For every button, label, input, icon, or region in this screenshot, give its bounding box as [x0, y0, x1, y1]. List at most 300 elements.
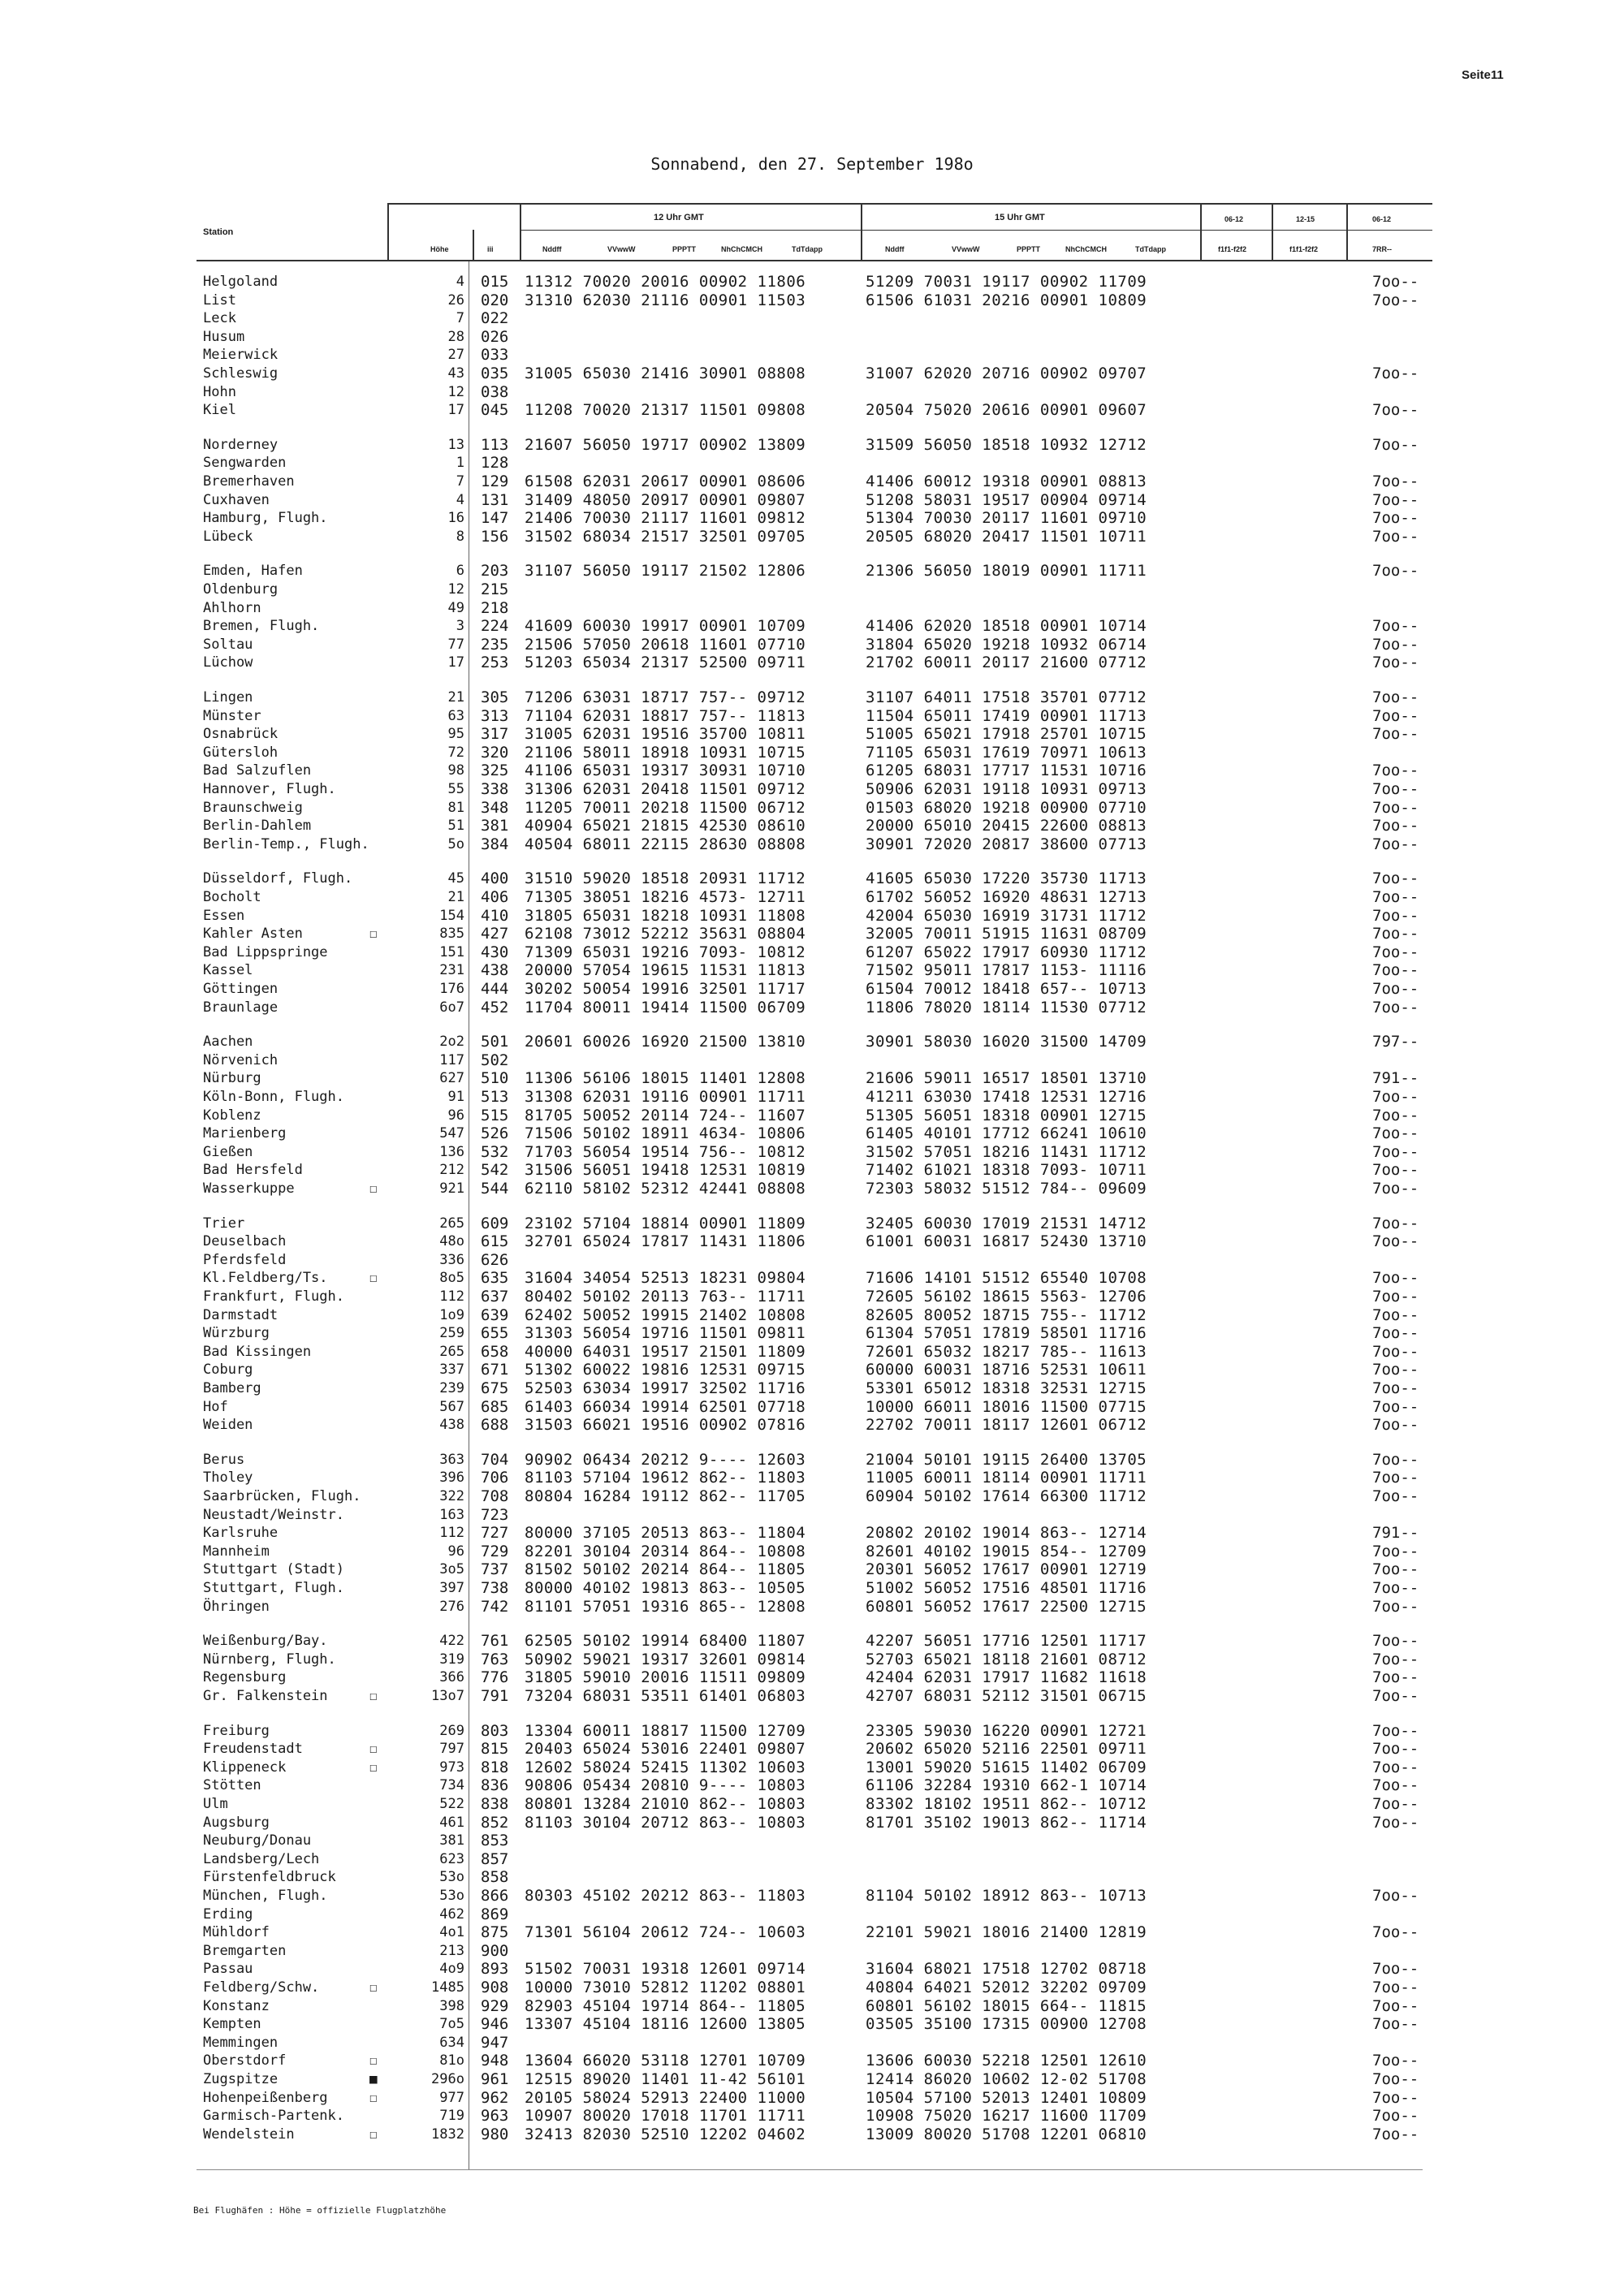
header-col-vvwww-15: VVwwW: [952, 245, 980, 253]
station-name: Augsburg: [203, 1814, 270, 1831]
station-index: 615: [481, 1232, 509, 1251]
obs-15-utc: 41605 65030 17220 35730 11713: [866, 870, 1147, 888]
obs-15-utc: 20602 65020 52116 22501 09711: [866, 1740, 1147, 1759]
obs-12-utc: 51302 60022 19816 12531 09715: [525, 1361, 806, 1379]
obs-12-utc: 51203 65034 21317 52500 09711: [525, 654, 806, 672]
station-index: 218: [481, 598, 509, 617]
obs-12-utc: 20105 58024 52913 22400 11000: [525, 2088, 806, 2107]
station-index: 761: [481, 1632, 509, 1651]
table-row: [0, 1598, 1624, 1616]
station-height: 259: [439, 1325, 464, 1342]
obs-12-utc: 41106 65031 19317 30931 10710: [525, 762, 806, 780]
obs-15-utc: 42404 62031 17917 11682 11618: [866, 1668, 1147, 1687]
station-name: Husum: [203, 328, 245, 345]
table-row: [0, 888, 1624, 906]
precip-group: 7oo--: [1372, 1379, 1419, 1397]
table-row: [0, 688, 1624, 706]
precip-group: 7oo--: [1372, 509, 1419, 528]
precip-group: 7oo--: [1372, 1776, 1419, 1795]
station-height: 21: [447, 689, 464, 706]
obs-12-utc: 32701 65024 17817 11431 11806: [525, 1232, 806, 1251]
table-row: [0, 835, 1624, 853]
station-name: Aachen: [203, 1034, 253, 1051]
obs-12-utc: 31310 62030 21116 00901 11503: [525, 291, 806, 309]
table-row: [0, 1868, 1624, 1886]
station-height: 81o: [439, 2052, 464, 2069]
obs-12-utc: 80804 16284 19112 862-- 11705: [525, 1487, 806, 1505]
obs-15-utc: 11504 65011 17419 00901 11713: [866, 706, 1147, 725]
precip-group: 7oo--: [1372, 654, 1419, 672]
station-height: 4o1: [439, 1924, 464, 1941]
header-period-1: 06-12: [1224, 215, 1244, 223]
header-col-ppptt-15: PPPTT: [1017, 245, 1041, 253]
table-row: [0, 346, 1624, 364]
obs-12-utc: 13307 45104 18116 12600 13805: [525, 2015, 806, 2034]
station-index: 737: [481, 1560, 509, 1579]
table-row: [0, 1923, 1624, 1941]
station-height: 462: [439, 1905, 464, 1923]
table-bottom-rule: [197, 2169, 1423, 2170]
station-index: 313: [481, 706, 509, 725]
obs-12-utc: 13604 66020 53118 12701 10709: [525, 2052, 806, 2070]
station-name: Nürnberg, Flugh.: [203, 1651, 336, 1668]
table-row: [0, 1997, 1624, 2015]
station-height: 547: [439, 1125, 464, 1142]
header-col-nhch-15: NhChCMCH: [1065, 245, 1107, 253]
station-height: 6: [456, 563, 464, 580]
precip-group: 7oo--: [1372, 1668, 1419, 1687]
station-index: 815: [481, 1740, 509, 1759]
obs-15-utc: 51304 70030 20117 11601 09710: [866, 509, 1147, 528]
table-row: [0, 491, 1624, 509]
obs-12-utc: 31506 56051 19418 12531 10819: [525, 1161, 806, 1180]
station-name: Helgoland: [203, 274, 279, 290]
obs-15-utc: 61506 61031 20216 00901 10809: [866, 291, 1147, 309]
precip-group: 7oo--: [1372, 2070, 1419, 2088]
station-name: Landsberg/Lech: [203, 1850, 320, 1867]
precip-group: 7oo--: [1372, 1996, 1419, 2015]
station-index: 384: [481, 835, 509, 853]
table-row: [0, 599, 1624, 617]
header-col-ppptt-12: PPPTT: [672, 245, 697, 253]
station-name: Klippeneck: [203, 1759, 287, 1776]
precip-group: 7oo--: [1372, 1124, 1419, 1143]
obs-12-utc: 31005 65030 21416 30901 08808: [525, 365, 806, 382]
station-index: 858: [481, 1868, 509, 1887]
station-name: Coburg: [203, 1362, 253, 1379]
table-row: [0, 2126, 1624, 2143]
precip-group: 7oo--: [1372, 1887, 1419, 1905]
station-height: 212: [439, 1162, 464, 1179]
station-index: 893: [481, 1960, 509, 1979]
table-row: [0, 383, 1624, 401]
station-index: 723: [481, 1505, 509, 1524]
precip-group: 7oo--: [1372, 1416, 1419, 1435]
station-height: 98: [447, 762, 464, 779]
obs-12-utc: 13304 60011 18817 11500 12709: [525, 1721, 806, 1740]
table-row: [0, 1795, 1624, 1813]
obs-12-utc: 31107 56050 19117 21502 12806: [525, 562, 806, 580]
precip-group: 7oo--: [1372, 527, 1419, 546]
obs-15-utc: 41211 63030 17418 12531 12716: [866, 1088, 1147, 1106]
station-name: Wendelstein: [203, 2126, 295, 2143]
table-row: [0, 436, 1624, 454]
station-height: 112: [439, 1525, 464, 1542]
obs-12-utc: 31306 62031 20418 11501 09712: [525, 780, 806, 798]
table-row: [0, 999, 1624, 1016]
station-index: 869: [481, 1905, 509, 1923]
table-row: [0, 2052, 1624, 2069]
station-height: 12: [447, 581, 464, 598]
precip-group: 7oo--: [1372, 2125, 1419, 2143]
table-row: [0, 725, 1624, 743]
station-name: Berlin-Dahlem: [203, 818, 312, 835]
obs-12-utc: 23102 57104 18814 00901 11809: [525, 1214, 806, 1232]
table-row: [0, 309, 1624, 327]
station-name: Saarbrücken, Flugh.: [203, 1488, 361, 1504]
obs-12-utc: 40504 68011 22115 28630 08808: [525, 835, 806, 853]
obs-15-utc: 41406 62020 18518 00901 10714: [866, 617, 1147, 636]
station-name: Weiden: [203, 1417, 253, 1434]
obs-15-utc: 60904 50102 17614 66300 11712: [866, 1487, 1147, 1505]
station-height: 6o7: [439, 999, 464, 1016]
table-row: [0, 1107, 1624, 1124]
footnote: Bei Flughäfen : Höhe = offizielle Flugplatzhöhe: [193, 2205, 447, 2216]
obs-12-utc: 21406 70030 21117 11601 09812: [525, 509, 806, 528]
precip-group: 7oo--: [1372, 1142, 1419, 1161]
station-index: 406: [481, 888, 509, 906]
obs-12-utc: 31005 62031 19516 35700 10811: [525, 725, 806, 744]
table-row: [0, 1668, 1624, 1686]
precip-group: 7oo--: [1372, 961, 1419, 980]
obs-12-utc: 62402 50052 19915 21402 10808: [525, 1306, 806, 1324]
station-name: Feldberg/Schw.: [203, 1979, 320, 1996]
obs-15-utc: 22702 70011 18117 12601 06712: [866, 1416, 1147, 1435]
obs-15-utc: 11005 60011 18114 00901 11711: [866, 1469, 1147, 1487]
precip-group: 7oo--: [1372, 435, 1419, 454]
station-name: Garmisch-Partenk.: [203, 2108, 344, 2125]
station-name: Koblenz: [203, 1107, 261, 1124]
station-height: 3o5: [439, 1561, 464, 1578]
station-name: Mannheim: [203, 1543, 270, 1560]
precip-group: 7oo--: [1372, 1758, 1419, 1776]
obs-12-utc: 90902 06434 20212 9---- 12603: [525, 1450, 806, 1469]
station-name: Braunlage: [203, 999, 279, 1016]
precip-group: 7oo--: [1372, 1469, 1419, 1487]
station-name: Bremgarten: [203, 1942, 287, 1959]
obs-15-utc: 10504 57100 52013 12401 10809: [866, 2088, 1147, 2107]
obs-12-utc: 10907 80020 17018 11701 11711: [525, 2107, 806, 2126]
obs-15-utc: 51305 56051 18318 00901 12715: [866, 1106, 1147, 1124]
station-name: Memmingen: [203, 2034, 279, 2051]
station-name: Neuburg/Donau: [203, 1832, 312, 1849]
obs-12-utc: 31308 62031 19116 00901 11711: [525, 1088, 806, 1106]
precip-group: 7oo--: [1372, 1687, 1419, 1705]
obs-15-utc: 13606 60030 52218 12501 12610: [866, 2052, 1147, 2070]
table-row: [0, 454, 1624, 472]
obs-12-utc: 31604 34054 52513 18231 09804: [525, 1269, 806, 1288]
table-row: [0, 1232, 1624, 1250]
obs-12-utc: 41609 60030 19917 00901 10709: [525, 617, 806, 636]
station-index: 853: [481, 1832, 509, 1850]
station-name: Neustadt/Weinstr.: [203, 1506, 344, 1523]
station-index: 961: [481, 2070, 509, 2088]
table-row: [0, 291, 1624, 309]
station-height: 7o5: [439, 2016, 464, 2033]
obs-15-utc: 13001 59020 51615 11402 06709: [866, 1758, 1147, 1776]
header-sub-2: f1f1-f2f2: [1289, 245, 1319, 253]
precip-group: 7oo--: [1372, 473, 1419, 490]
table-row: [0, 473, 1624, 490]
station-height: 7: [456, 473, 464, 490]
station-height: 397: [439, 1580, 464, 1596]
station-name: Kahler Asten: [203, 926, 303, 943]
precip-group: 7oo--: [1372, 888, 1419, 906]
station-index: 128: [481, 454, 509, 473]
precip-group: 7oo--: [1372, 1397, 1419, 1416]
station-height: 336: [439, 1251, 464, 1268]
table-row: [0, 2070, 1624, 2088]
station-name: Bocholt: [203, 889, 261, 905]
table-row: [0, 1451, 1624, 1469]
precip-group: 7oo--: [1372, 1960, 1419, 1979]
station-name: Lüchow: [203, 654, 253, 671]
station-height: 627: [439, 1070, 464, 1087]
station-height: 719: [439, 2108, 464, 2125]
obs-12-utc: 71301 56104 20612 724-- 10603: [525, 1923, 806, 1942]
table-row: [0, 1398, 1624, 1416]
station-index: 708: [481, 1487, 509, 1505]
station-index: 852: [481, 1813, 509, 1832]
precip-group: 7oo--: [1372, 2015, 1419, 2034]
obs-15-utc: 40804 64021 52012 32202 09709: [866, 1979, 1147, 1996]
obs-15-utc: 61205 68031 17717 11531 10716: [866, 762, 1147, 780]
station-index: 962: [481, 2088, 509, 2107]
obs-15-utc: 61702 56052 16920 48631 12713: [866, 888, 1147, 906]
obs-15-utc: 10000 66011 18016 11500 07715: [866, 1397, 1147, 1416]
obs-15-utc: 60801 56102 18015 664-- 11815: [866, 1996, 1147, 2015]
obs-12-utc: 20601 60026 16920 21500 13810: [525, 1033, 806, 1051]
station-index: 776: [481, 1668, 509, 1687]
station-index: 156: [481, 527, 509, 546]
table-row: [0, 2034, 1624, 2052]
station-name: Osnabrück: [203, 726, 279, 743]
precip-group: 791--: [1372, 1524, 1419, 1543]
table-row: [0, 1560, 1624, 1578]
station-height: 3: [456, 618, 464, 635]
station-height: 28: [447, 328, 464, 345]
obs-12-utc: 71506 50102 18911 4634- 10806: [525, 1124, 806, 1143]
table-row: [0, 2107, 1624, 2125]
obs-12-utc: 32413 82030 52510 12202 04602: [525, 2125, 806, 2143]
header-col-tdtd-12: TdTdapp: [792, 245, 823, 253]
station-height: 398: [439, 1997, 464, 2014]
obs-15-utc: 11806 78020 18114 11530 07712: [866, 998, 1147, 1016]
table-row: [0, 1379, 1624, 1397]
station-index: 655: [481, 1324, 509, 1343]
station-index: 866: [481, 1887, 509, 1905]
station-name: Erding: [203, 1905, 253, 1923]
station-index: 658: [481, 1342, 509, 1361]
table-row: [0, 1033, 1624, 1051]
header-12-uhr: 12 Uhr GMT: [654, 213, 704, 222]
precip-group: 7oo--: [1372, 1721, 1419, 1740]
obs-12-utc: 11704 80011 19414 11500 06709: [525, 998, 806, 1016]
station-index: 026: [481, 327, 509, 346]
station-height: 12: [447, 383, 464, 400]
table-row: [0, 528, 1624, 546]
station-index: 685: [481, 1397, 509, 1416]
station-index: 626: [481, 1250, 509, 1269]
obs-15-utc: 31804 65020 19218 10932 06714: [866, 635, 1147, 654]
table-row: [0, 1306, 1624, 1324]
station-height: 17: [447, 654, 464, 671]
obs-12-utc: 11208 70020 21317 11501 09808: [525, 401, 806, 420]
mountain-station-marker: ☐: [369, 1759, 378, 1775]
precip-group: 7oo--: [1372, 925, 1419, 943]
table-row: [0, 762, 1624, 779]
precip-group: 7oo--: [1372, 1650, 1419, 1668]
precip-group: 7oo--: [1372, 1579, 1419, 1597]
precip-group: 7oo--: [1372, 562, 1419, 580]
station-index: 215: [481, 580, 509, 598]
station-index: 400: [481, 870, 509, 888]
station-height: 396: [439, 1470, 464, 1487]
station-index: 035: [481, 365, 509, 382]
station-height: 4: [456, 274, 464, 290]
obs-12-utc: 81101 57051 19316 865-- 12808: [525, 1597, 806, 1616]
station-height: 973: [439, 1759, 464, 1776]
precip-group: 7oo--: [1372, 1106, 1419, 1124]
precip-group: 7oo--: [1372, 1597, 1419, 1616]
station-name: Bremen, Flugh.: [203, 618, 320, 635]
obs-15-utc: 71402 61021 18318 7093- 10711: [866, 1161, 1147, 1180]
obs-15-utc: 71105 65031 17619 70971 10613: [866, 743, 1147, 762]
station-name: Sengwarden: [203, 455, 287, 472]
station-name: Ulm: [203, 1796, 228, 1812]
station-name: Münster: [203, 707, 261, 724]
header-period-2: 12-15: [1296, 215, 1315, 223]
station-index: 947: [481, 2033, 509, 2052]
precip-group: 7oo--: [1372, 291, 1419, 309]
obs-15-utc: 20505 68020 20417 11501 10711: [866, 527, 1147, 546]
precip-group: 797--: [1372, 1033, 1419, 1051]
table-row: [0, 1251, 1624, 1269]
obs-15-utc: 42207 56051 17716 12501 11717: [866, 1632, 1147, 1651]
station-name: Norderney: [203, 436, 279, 453]
station-index: 381: [481, 817, 509, 835]
table-row: [0, 1215, 1624, 1232]
station-height: 8: [456, 528, 464, 545]
obs-12-utc: 31409 48050 20917 00901 09807: [525, 490, 806, 509]
station-height: 381: [439, 1832, 464, 1849]
station-name: Fürstenfeldbruck: [203, 1869, 336, 1886]
station-index: 526: [481, 1124, 509, 1143]
obs-12-utc: 71309 65031 19216 7093- 10812: [525, 943, 806, 961]
precip-group: 7oo--: [1372, 980, 1419, 998]
obs-15-utc: 31502 57051 18216 11431 11712: [866, 1142, 1147, 1161]
obs-12-utc: 20403 65024 53016 22401 09807: [525, 1740, 806, 1759]
obs-15-utc: 21606 59011 16517 18501 13710: [866, 1069, 1147, 1088]
station-index: 045: [481, 401, 509, 420]
precip-group: 7oo--: [1372, 780, 1419, 798]
table-row: [0, 617, 1624, 635]
table-row: [0, 1506, 1624, 1524]
table-row: [0, 636, 1624, 654]
page-title: Sonnabend, den 27. September 198o: [650, 154, 974, 174]
station-name: Zugspitze: [203, 2071, 279, 2087]
station-index: 857: [481, 1849, 509, 1868]
station-height: 176: [439, 981, 464, 997]
station-height: 634: [439, 2034, 464, 2051]
mountain-station-marker: ☐: [369, 926, 378, 942]
obs-12-utc: 80303 45102 20212 863-- 11803: [525, 1887, 806, 1905]
station-name: Hamburg, Flugh.: [203, 510, 328, 527]
station-index: 502: [481, 1051, 509, 1069]
precip-group: 7oo--: [1372, 762, 1419, 780]
table-row: [0, 273, 1624, 291]
obs-15-utc: 83302 18102 19511 862-- 10712: [866, 1795, 1147, 1813]
station-name: Lingen: [203, 689, 253, 706]
station-height: 231: [439, 962, 464, 979]
obs-15-utc: 61304 57051 17819 58501 11716: [866, 1324, 1147, 1343]
table-row: [0, 1722, 1624, 1740]
station-height: 63: [447, 707, 464, 724]
station-index: 671: [481, 1361, 509, 1379]
station-name: Düsseldorf, Flugh.: [203, 870, 353, 887]
station-name: Wasserkuppe: [203, 1180, 295, 1197]
station-height: 7: [456, 310, 464, 327]
obs-15-utc: 03505 35100 17315 00900 12708: [866, 2015, 1147, 2034]
station-index: 325: [481, 762, 509, 780]
header-col-tdtd-15: TdTdapp: [1135, 245, 1166, 253]
obs-15-utc: 13009 80020 51708 12201 06810: [866, 2125, 1147, 2143]
station-index: 763: [481, 1650, 509, 1668]
obs-12-utc: 81705 50052 20114 724-- 11607: [525, 1106, 806, 1124]
station-name: Nörvenich: [203, 1051, 279, 1068]
station-name: Frankfurt, Flugh.: [203, 1288, 344, 1305]
obs-15-utc: 60000 60031 18716 52531 10611: [866, 1361, 1147, 1379]
table-row: [0, 328, 1624, 346]
station-height: 1o9: [439, 1306, 464, 1323]
obs-15-utc: 61001 60031 16817 52430 13710: [866, 1232, 1147, 1251]
station-name: Leck: [203, 310, 236, 327]
station-name: Köln-Bonn, Flugh.: [203, 1089, 344, 1105]
obs-12-utc: 31503 66021 19516 00902 07816: [525, 1416, 806, 1435]
station-index: 742: [481, 1597, 509, 1616]
station-name: Bad Salzuflen: [203, 762, 312, 779]
station-height: 96: [447, 1543, 464, 1560]
station-name: Schleswig: [203, 365, 279, 382]
obs-12-utc: 71206 63031 18717 757-- 09712: [525, 688, 806, 706]
obs-12-utc: 71305 38051 18216 4573- 12711: [525, 888, 806, 906]
table-row: [0, 2089, 1624, 2107]
obs-12-utc: 51502 70031 19318 12601 09714: [525, 1960, 806, 1979]
table-row: [0, 654, 1624, 671]
obs-12-utc: 21607 56050 19717 00902 13809: [525, 435, 806, 454]
station-index: 410: [481, 906, 509, 925]
precip-group: 7oo--: [1372, 1288, 1419, 1306]
station-index: 224: [481, 617, 509, 636]
station-index: 803: [481, 1721, 509, 1740]
station-index: 038: [481, 382, 509, 401]
obs-15-utc: 51002 56052 17516 48501 11716: [866, 1579, 1147, 1597]
obs-15-utc: 21702 60011 20117 21600 07712: [866, 654, 1147, 672]
mountain-station-marker: ☐: [369, 1270, 378, 1286]
station-height: 213: [439, 1942, 464, 1959]
station-height: 26: [447, 291, 464, 309]
obs-12-utc: 21506 57050 20618 11601 07710: [525, 635, 806, 654]
